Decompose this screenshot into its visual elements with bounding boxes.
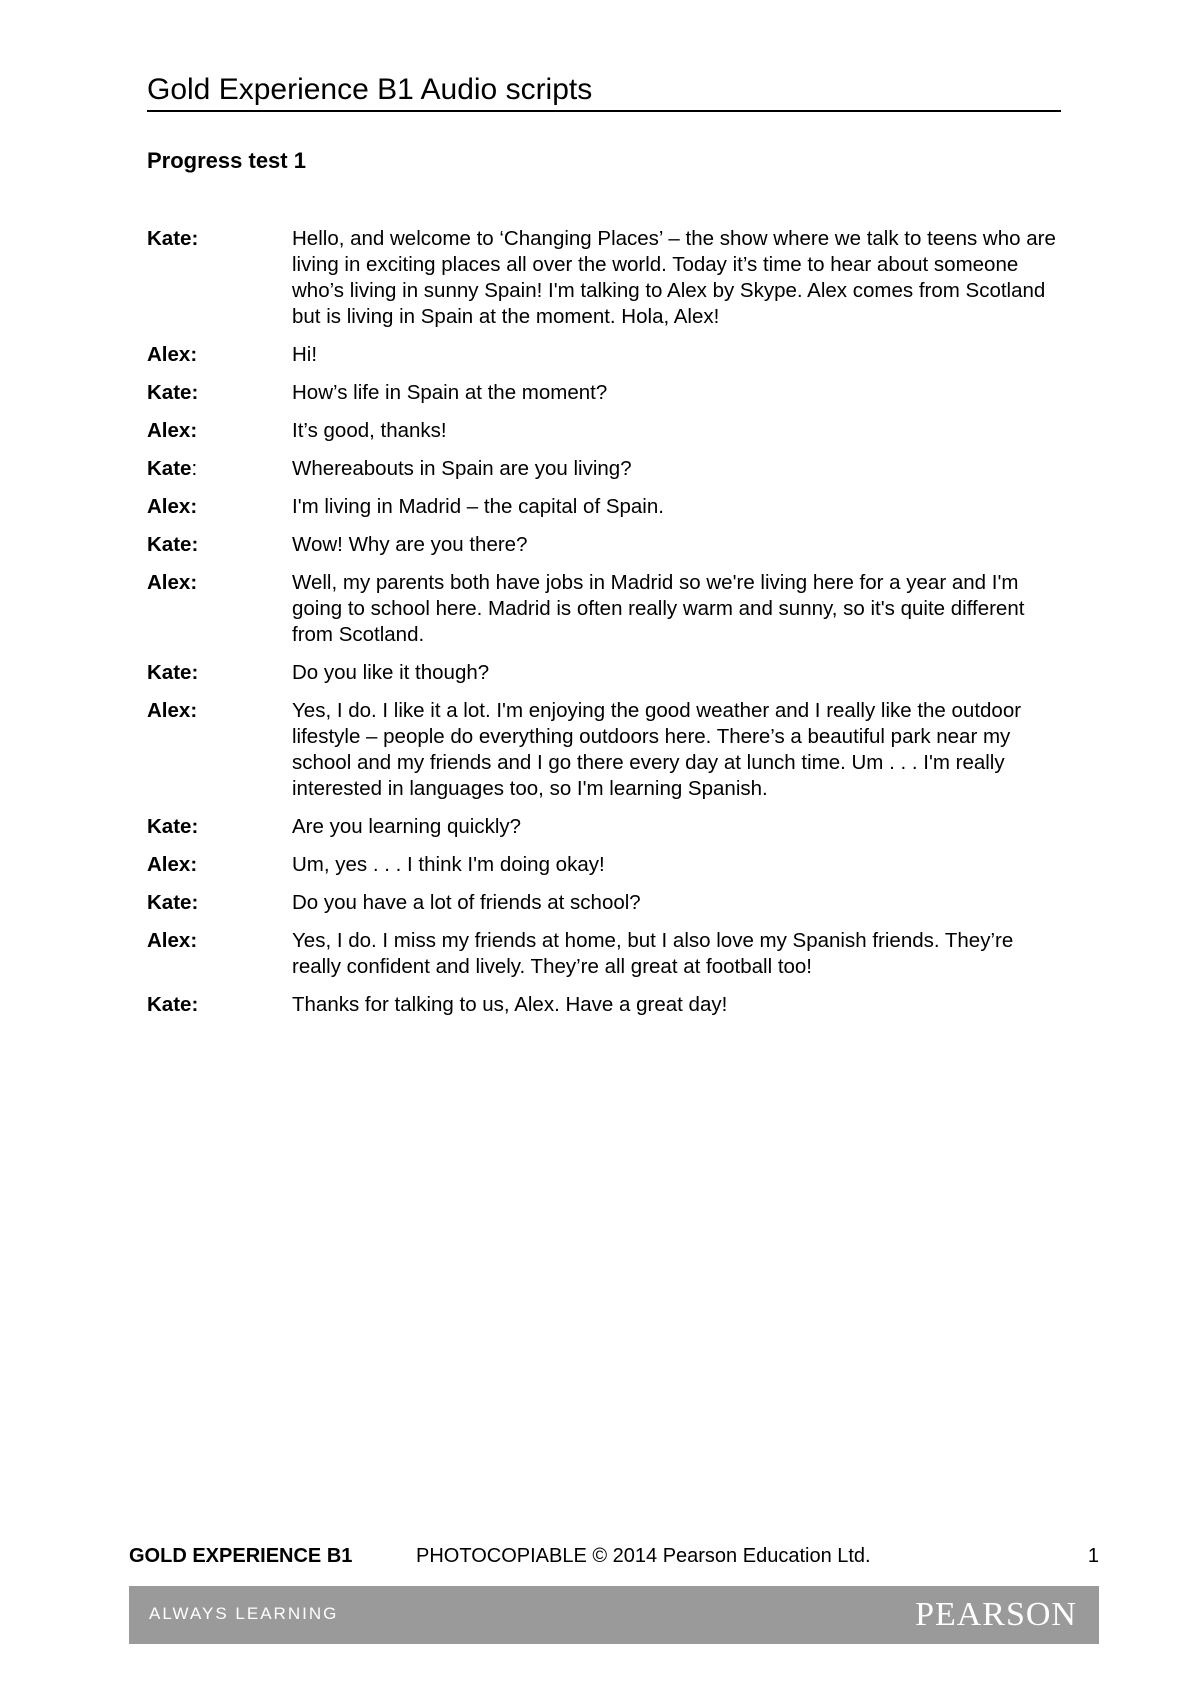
speech-text: Hi! [292, 343, 318, 366]
section-title: Progress test 1 [147, 148, 306, 173]
speaker-label: Kate [147, 891, 192, 914]
script-line [147, 928, 1067, 980]
speaker-name [147, 342, 292, 368]
script-line [147, 698, 1067, 802]
speaker-label: Kate [147, 993, 192, 1016]
speaker-name [147, 852, 292, 878]
speech-text: It’s good, thanks! [292, 419, 447, 442]
speaker-colon: : [191, 457, 198, 480]
speaker-name [147, 418, 292, 444]
speaker-name [147, 660, 292, 686]
speaker-name [147, 890, 292, 916]
speech-text: Yes, I do. I miss my friends at home, but I also love my Spanish friends. They’re really confident and lively. They’re all great at football too! [292, 929, 1014, 978]
publisher-banner [129, 1586, 1099, 1644]
speaker-label: Kate [147, 227, 192, 250]
speaker-label: Kate [147, 815, 192, 838]
speaker-label: Alex [147, 419, 191, 442]
script-line [147, 890, 1067, 916]
speaker-colon: : [190, 419, 198, 442]
speech-text: Whereabouts in Spain are you living? [292, 457, 632, 480]
pearson-logo: PEARSON [915, 1596, 1077, 1633]
speaker-colon: : [190, 699, 198, 722]
speaker-colon: : [190, 495, 198, 518]
speaker-label: Alex [147, 699, 191, 722]
speaker-label: Alex [147, 853, 191, 876]
speaker-colon: : [191, 993, 199, 1016]
speech-text: Are you learning quickly? [292, 815, 522, 838]
script-line [147, 418, 1067, 444]
speaker-name [147, 814, 292, 840]
speaker-colon: : [191, 533, 199, 556]
speaker-name [147, 698, 292, 802]
speaker-name [147, 226, 292, 330]
speech-text: I'm living in Madrid – the capital of Spain. [292, 495, 664, 518]
script-line [147, 852, 1067, 878]
speaker-label: Kate [147, 661, 192, 684]
page-number: 1 [1087, 1545, 1099, 1567]
speaker-name [147, 380, 292, 406]
speech-text: Thanks for talking to us, Alex. Have a great day! [292, 993, 728, 1016]
speech-text: Do you have a lot of friends at school? [292, 891, 641, 914]
speech-text: Hello, and welcome to ‘Changing Places’ – the show where we talk to teens who are living in exciting places all over the world. Today it’s time to hear about someone who’s living in sunny Spain! I'm talking to Alex by Skype. Alex comes from Scotland but is living in Spain at the moment. Hola, Alex! [292, 227, 1056, 328]
speaker-colon: : [190, 343, 198, 366]
speaker-colon: : [191, 227, 199, 250]
speech-text: Wow! Why are you there? [292, 533, 528, 556]
script-line [147, 814, 1067, 840]
speaker-colon: : [191, 661, 199, 684]
speaker-label: Kate [147, 381, 192, 404]
speech-text: Um, yes . . . I think I'm doing okay! [292, 853, 605, 876]
script-line [147, 570, 1067, 648]
speech-text: Do you like it though? [292, 661, 490, 684]
script-line [147, 992, 1067, 1018]
speaker-colon: : [190, 929, 198, 952]
script-line [147, 380, 1067, 406]
speaker-name [147, 532, 292, 558]
speaker-label: Alex [147, 929, 191, 952]
script-line [147, 494, 1067, 520]
speaker-colon: : [190, 853, 198, 876]
speaker-label: Kate [147, 457, 192, 480]
document-title: Gold Experience B1 Audio scripts [147, 73, 593, 106]
speaker-name [147, 456, 292, 482]
script-line [147, 342, 1067, 368]
speaker-colon: : [191, 381, 199, 404]
speaker-label: Alex [147, 571, 191, 594]
document-header [147, 72, 1061, 112]
speaker-name [147, 992, 292, 1018]
speaker-name [147, 928, 292, 980]
speech-text: Well, my parents both have jobs in Madrid so we're living here for a year and I'm going to school here. Madrid is often really warm and sunny, so it's quite different from Scotland. [292, 571, 1025, 646]
speaker-label: Kate [147, 533, 192, 556]
speaker-colon: : [190, 571, 198, 594]
speaker-name [147, 494, 292, 520]
footer-copyright: PHOTOCOPIABLE © 2014 Pearson Education Ltd. [416, 1545, 871, 1567]
footer-brand: GOLD EXPERIENCE B1 [129, 1545, 353, 1567]
page-footer [129, 1543, 1099, 1569]
speaker-label: Alex [147, 343, 191, 366]
script-line [147, 532, 1067, 558]
audio-script [147, 226, 1067, 1030]
speech-text: Yes, I do. I like it a lot. I'm enjoying the good weather and I really like the outdoor lifestyle – people do everything outdoors here. There’s a beautiful park near my school and my friends and I go there every day at lunch time. Um . . . I'm really interested in languages too, so I'm learning Spanish. [292, 699, 1022, 800]
speaker-label: Alex [147, 495, 191, 518]
banner-slogan: ALWAYS LEARNING [149, 1604, 339, 1623]
speech-text: How’s life in Spain at the moment? [292, 381, 608, 404]
script-line [147, 660, 1067, 686]
speaker-name [147, 570, 292, 648]
script-line [147, 226, 1067, 330]
speaker-colon: : [191, 815, 199, 838]
script-line [147, 456, 1067, 482]
speaker-colon: : [191, 891, 199, 914]
